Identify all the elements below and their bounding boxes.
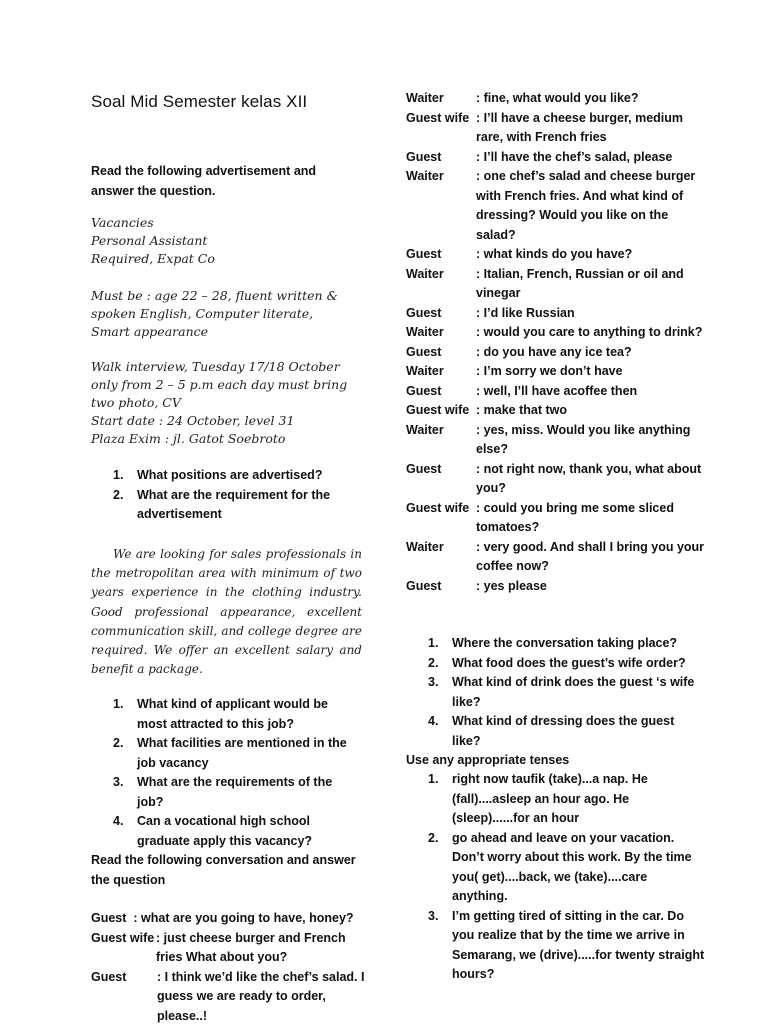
page-title: Soal Mid Semester kelas XII bbox=[91, 92, 307, 112]
dialog-speaker: Guest bbox=[406, 304, 441, 324]
list-number: 3. bbox=[428, 673, 438, 693]
questions-advertisement bbox=[111, 466, 361, 525]
list-item bbox=[426, 634, 706, 654]
dialog-text: : what kinds do you have? bbox=[476, 245, 706, 265]
ad-start-date: Start date : 24 October, level 31 bbox=[91, 412, 353, 430]
ad-plaza: Plaza Exim : jl. Gatot Soebroto bbox=[91, 430, 353, 448]
list-text: What positions are advertised? bbox=[137, 468, 322, 482]
list-text: What kind of dressing does the guest like? bbox=[452, 714, 674, 748]
dialog-text: : I think we’d like the chef’s salad. I guess we are ready to order, please..! bbox=[157, 968, 371, 1026]
dialog-line bbox=[406, 304, 706, 324]
list-item bbox=[426, 770, 706, 829]
dialog-speaker: Guest bbox=[406, 148, 441, 168]
list-text: go ahead and leave on your vacation. Don’t worry about this work. By the time you( get)....back, we (take)....care anything. bbox=[452, 831, 692, 904]
list-number: 2. bbox=[428, 654, 438, 674]
list-text: What are the requirements of the job? bbox=[137, 775, 332, 809]
dialog-speaker: Guest bbox=[406, 577, 441, 597]
list-text: What kind of drink does the guest ‘s wife like? bbox=[452, 675, 694, 709]
list-number: 2. bbox=[113, 486, 123, 506]
list-text: What are the requirement for the advertisement bbox=[137, 488, 330, 522]
dialog-speaker: Waiter bbox=[406, 362, 444, 382]
dialog-text: : Italian, French, Russian or oil and vinegar bbox=[476, 265, 706, 304]
list-number: 4. bbox=[428, 712, 438, 732]
ad-line: Vacancies bbox=[91, 214, 361, 232]
dialog-speaker: Guest wife bbox=[406, 109, 469, 129]
dialog-line bbox=[406, 167, 706, 245]
list-number: 3. bbox=[428, 907, 438, 927]
list-number: 1. bbox=[113, 466, 123, 486]
dialog-text: : just cheese burger and French fries What about you? bbox=[156, 929, 371, 968]
list-item bbox=[426, 712, 706, 751]
dialog-line bbox=[406, 362, 706, 382]
list-item bbox=[426, 829, 706, 907]
dialog-speaker: Waiter bbox=[406, 323, 444, 343]
dialog-line bbox=[406, 460, 706, 499]
dialog-line bbox=[91, 929, 371, 968]
list-item bbox=[111, 486, 361, 525]
list-item bbox=[111, 734, 361, 773]
dialog-line bbox=[406, 401, 706, 421]
dialog-text: : yes please bbox=[476, 577, 706, 597]
dialog-text: : one chef’s salad and cheese burger with French fries. And what kind of dressing? Would you like on the salad? bbox=[476, 167, 706, 245]
dialog-speaker: Guest wife bbox=[406, 401, 469, 421]
dialog-line bbox=[406, 499, 706, 538]
dialog-speaker: Waiter bbox=[406, 167, 444, 187]
dialog-line bbox=[406, 109, 706, 148]
dialog-text: : would you care to anything to drink? bbox=[476, 323, 706, 343]
advertisement-block bbox=[91, 214, 361, 268]
dialog-line bbox=[406, 382, 706, 402]
job-paragraph: We are looking for sales professionals in the metropolitan area with minimum of two years experience in the clothing industry. Good professional appearance, excellent communication skill, and college degree are required. We offer an excellent salary and benefit a package. bbox=[91, 545, 362, 679]
dialog-text: : I’m sorry we don’t have bbox=[476, 362, 706, 382]
ad-walk: Walk interview, Tuesday 17/18 October only from 2 – 5 p.m each day must bring two photo, CV bbox=[91, 358, 353, 412]
list-number: 3. bbox=[113, 773, 123, 793]
list-text: right now taufik (take)...a nap. He (fall)....asleep an hour ago. He (sleep)......for an hour bbox=[452, 772, 648, 825]
list-number: 2. bbox=[428, 829, 438, 849]
list-text: Where the conversation taking place? bbox=[452, 636, 677, 650]
dialog-line bbox=[406, 323, 706, 343]
dialog-line bbox=[91, 909, 371, 929]
list-text: Can a vocational high school graduate apply this vacancy? bbox=[137, 814, 312, 848]
dialog-speaker: Waiter bbox=[406, 89, 444, 109]
conversation-right bbox=[406, 89, 706, 596]
ad-walk-interview bbox=[91, 358, 353, 448]
instruction-advertisement: Read the following advertisement and answer the question. bbox=[91, 162, 361, 201]
dialog-text: : I’ll have the chef’s salad, please bbox=[476, 148, 706, 168]
dialog-text: : yes, miss. Would you like anything else? bbox=[476, 421, 706, 460]
dialog-text: : I’d like Russian bbox=[476, 304, 706, 324]
ad-must-be: Must be : age 22 – 28, fluent written & spoken English, Computer literate, Smart appearance bbox=[91, 287, 353, 341]
ad-line: Required, Expat Co bbox=[91, 250, 361, 268]
dialog-text: : I’ll have a cheese burger, medium rare, with French fries bbox=[476, 109, 706, 148]
list-item bbox=[426, 654, 706, 674]
instruction-conversation: Read the following conversation and answer the question bbox=[91, 851, 361, 890]
list-text: I’m getting tired of sitting in the car. Do you realize that by the time we arrive in Semarang, we (drive).....for twenty straight hours? bbox=[452, 909, 704, 982]
list-text: What facilities are mentioned in the job vacancy bbox=[137, 736, 347, 770]
questions-job bbox=[111, 695, 361, 851]
dialog-text: : do you have any ice tea? bbox=[476, 343, 706, 363]
dialog-text: : well, I’ll have acoffee then bbox=[476, 382, 706, 402]
list-text: What kind of applicant would be most attracted to this job? bbox=[137, 697, 328, 731]
dialog-line bbox=[406, 577, 706, 597]
dialog-speaker: Guest bbox=[91, 968, 126, 988]
conversation-left bbox=[91, 909, 371, 1026]
list-item bbox=[426, 673, 706, 712]
list-item bbox=[111, 773, 361, 812]
dialog-line bbox=[91, 968, 371, 1026]
list-item bbox=[111, 812, 361, 851]
dialog-line bbox=[406, 265, 706, 304]
dialog-line bbox=[406, 421, 706, 460]
dialog-speaker: Guest bbox=[406, 343, 441, 363]
list-number: 4. bbox=[113, 812, 123, 832]
list-number: 1. bbox=[428, 770, 438, 790]
dialog-text: : not right now, thank you, what about you? bbox=[476, 460, 706, 499]
dialog-text: : very good. And shall I bring you your coffee now? bbox=[476, 538, 706, 577]
dialog-speaker: Guest bbox=[406, 245, 441, 265]
list-item bbox=[111, 695, 361, 734]
dialog-line bbox=[406, 245, 706, 265]
list-number: 2. bbox=[113, 734, 123, 754]
dialog-text: : what are you going to have, honey? bbox=[133, 911, 353, 925]
dialog-speaker: Guest wife bbox=[406, 499, 469, 519]
list-item bbox=[426, 907, 706, 985]
list-number: 1. bbox=[428, 634, 438, 654]
list-number: 1. bbox=[113, 695, 123, 715]
questions-conversation bbox=[426, 634, 706, 751]
dialog-line bbox=[406, 89, 706, 109]
dialog-speaker: Guest bbox=[91, 911, 126, 925]
dialog-text: : could you bring me some sliced tomatoes? bbox=[476, 499, 706, 538]
dialog-text: : make that two bbox=[476, 401, 706, 421]
dialog-text: : fine, what would you like? bbox=[476, 89, 706, 109]
dialog-speaker: Guest bbox=[406, 382, 441, 402]
list-text: What food does the guest’s wife order? bbox=[452, 656, 686, 670]
tenses-heading: Use any appropriate tenses bbox=[406, 751, 696, 771]
list-item bbox=[111, 466, 361, 486]
dialog-line bbox=[406, 538, 706, 577]
dialog-speaker: Guest wife bbox=[91, 929, 154, 949]
dialog-speaker: Waiter bbox=[406, 265, 444, 285]
dialog-speaker: Waiter bbox=[406, 538, 444, 558]
dialog-speaker: Guest bbox=[406, 460, 441, 480]
dialog-line bbox=[406, 343, 706, 363]
ad-line: Personal Assistant bbox=[91, 232, 361, 250]
dialog-line bbox=[406, 148, 706, 168]
dialog-speaker: Waiter bbox=[406, 421, 444, 441]
tenses-exercises bbox=[426, 770, 706, 985]
